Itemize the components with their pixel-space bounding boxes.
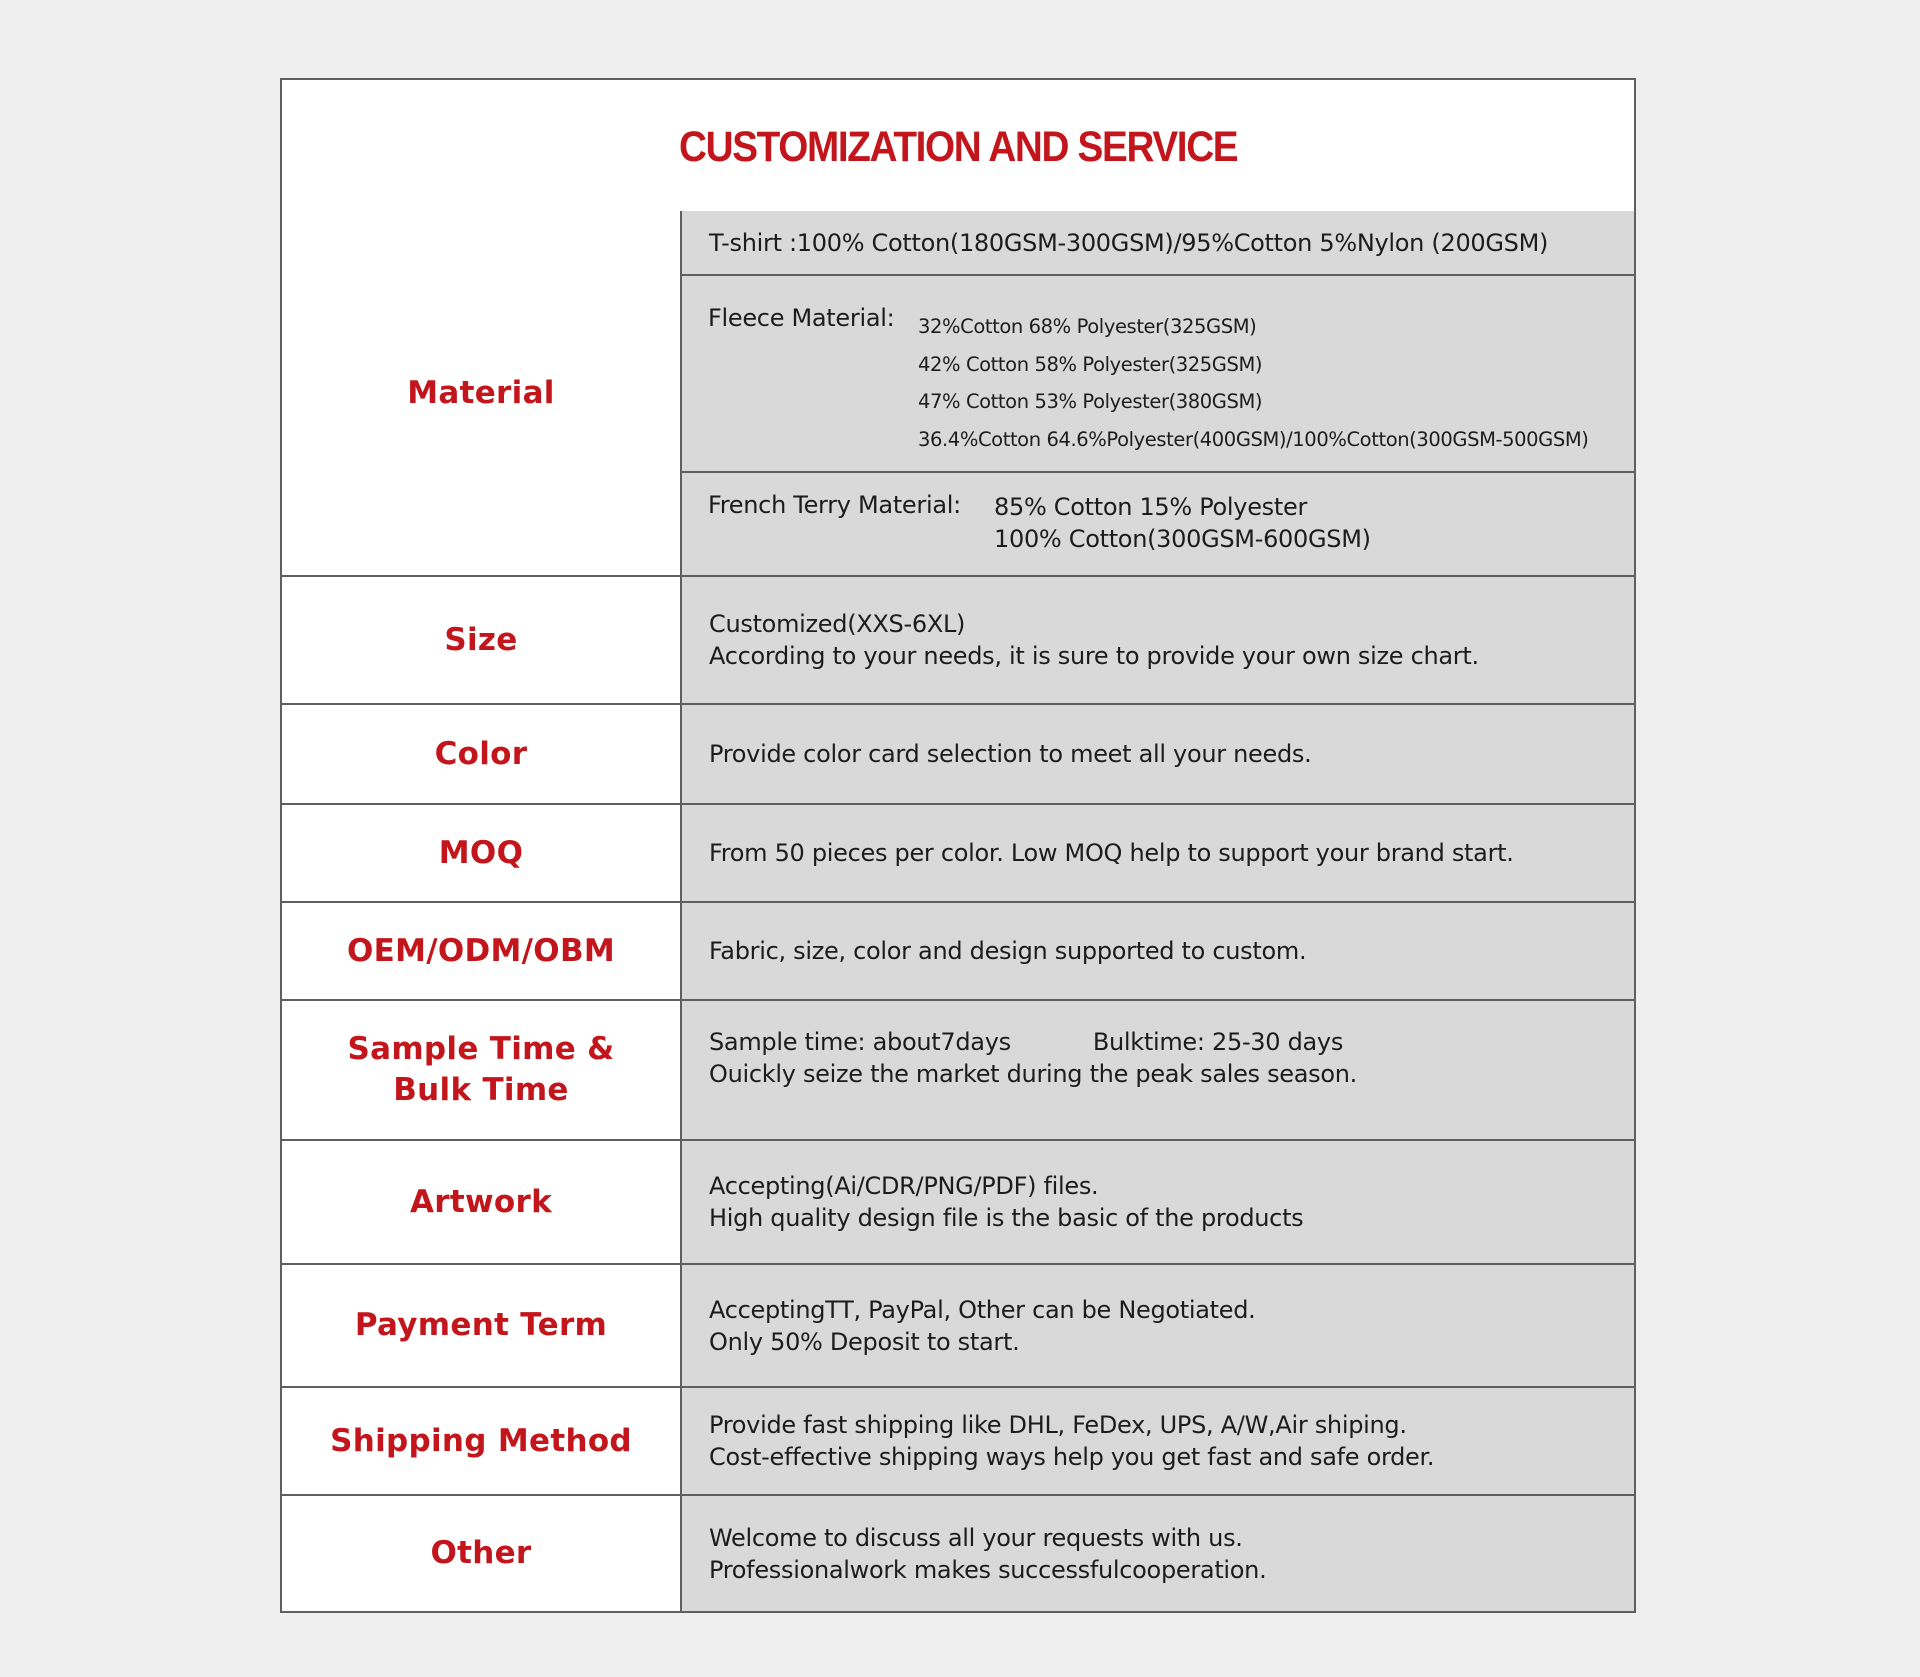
fleece-material-cell bbox=[682, 276, 1634, 473]
moq-label: MOQ bbox=[438, 834, 524, 871]
shipping-label-cell bbox=[282, 1388, 682, 1494]
color-label: Color bbox=[434, 735, 528, 772]
artwork-label-cell bbox=[282, 1141, 682, 1263]
sample-bulk-time-row bbox=[282, 1001, 1634, 1141]
sample-bulk-value-cell bbox=[682, 1001, 1634, 1139]
other-row bbox=[282, 1496, 1634, 1611]
material-label: Material bbox=[407, 374, 555, 411]
page-title: CUSTOMIZATION AND SERVICE bbox=[678, 122, 1238, 171]
payment-label: Payment Term bbox=[354, 1307, 608, 1343]
color-label-cell bbox=[282, 705, 682, 803]
french-terry-item: 100% Cotton(300GSM-600GSM) bbox=[994, 525, 1371, 553]
customization-service-table bbox=[280, 78, 1636, 1613]
shipping-label: Shipping Method bbox=[330, 1422, 632, 1459]
fleece-material-list bbox=[918, 308, 1589, 458]
tshirt-material-text: T-shirt :100% Cotton(180GSM-300GSM)/95%Cotton 5%Nylon (200GSM) bbox=[709, 228, 1549, 257]
artwork-value-cell bbox=[682, 1141, 1634, 1263]
sample-time-text: Sample time: about7days bbox=[709, 1028, 1011, 1056]
other-label-cell bbox=[282, 1496, 682, 1611]
fleece-material-label: Fleece Material: bbox=[708, 304, 895, 332]
french-terry-material-cell bbox=[682, 473, 1634, 575]
shipping-value-cell bbox=[682, 1388, 1634, 1494]
payment-label-cell bbox=[282, 1265, 682, 1386]
title-row bbox=[282, 80, 1634, 214]
sample-bulk-label-cell bbox=[282, 1001, 682, 1139]
sample-bulk-times-line bbox=[709, 1026, 1634, 1058]
color-row bbox=[282, 705, 1634, 805]
oem-line: Fabric, size, color and design supported to custom. bbox=[709, 937, 1307, 965]
shipping-line: Cost-effective shipping ways help you get fast and safe order. bbox=[709, 1443, 1435, 1471]
size-value-cell bbox=[682, 577, 1634, 703]
fleece-material-item: 32%Cotton 68% Polyester(325GSM) bbox=[918, 315, 1257, 338]
sample-bulk-label-line: Bulk Time bbox=[393, 1072, 569, 1108]
fleece-material-item: 42% Cotton 58% Polyester(325GSM) bbox=[918, 352, 1263, 376]
sample-bulk-label-line: Sample Time & bbox=[347, 1031, 615, 1067]
fleece-material-item: 36.4%Cotton 64.6%Polyester(400GSM)/100%Cotton(300GSM-500GSM) bbox=[918, 427, 1589, 451]
french-terry-item: 85% Cotton 15% Polyester bbox=[994, 493, 1308, 521]
artwork-label: Artwork bbox=[409, 1183, 553, 1220]
other-label: Other bbox=[430, 1535, 532, 1571]
french-terry-list bbox=[994, 491, 1371, 555]
oem-label: OEM/ODM/OBM bbox=[346, 932, 616, 969]
artwork-row bbox=[282, 1141, 1634, 1265]
moq-row bbox=[282, 805, 1634, 903]
material-row bbox=[282, 211, 1634, 577]
color-line: Provide color card selection to meet all your needs. bbox=[709, 740, 1312, 768]
color-value-cell bbox=[682, 705, 1634, 803]
oem-value-cell bbox=[682, 903, 1634, 999]
material-label-cell bbox=[282, 211, 682, 575]
oem-row bbox=[282, 903, 1634, 1001]
sample-bulk-label bbox=[347, 1029, 614, 1111]
shipping-method-row bbox=[282, 1388, 1634, 1496]
fleece-material-item: 47% Cotton 53% Polyester(380GSM) bbox=[918, 390, 1263, 413]
size-row bbox=[282, 577, 1634, 705]
moq-line: From 50 pieces per color. Low MOQ help to support your brand start. bbox=[709, 839, 1514, 867]
moq-value-cell bbox=[682, 805, 1634, 901]
other-line: Welcome to discuss all your requests with us. bbox=[709, 1523, 1243, 1552]
moq-label-cell bbox=[282, 805, 682, 901]
bulk-time-text: Bulktime: 25-30 days bbox=[1092, 1028, 1344, 1056]
other-line: Professionalwork makes successfulcooperation. bbox=[709, 1555, 1267, 1584]
size-label: Size bbox=[444, 621, 518, 658]
payment-line: Only 50% Deposit to start. bbox=[709, 1327, 1020, 1356]
payment-term-row bbox=[282, 1265, 1634, 1388]
artwork-line: High quality design file is the basic of the products bbox=[709, 1204, 1304, 1232]
payment-line: AcceptingTT, PayPal, Other can be Negotiated. bbox=[709, 1295, 1256, 1324]
shipping-line: Provide fast shipping like DHL, FeDex, UPS, A/W,Air shiping. bbox=[709, 1411, 1407, 1439]
sample-bulk-note: Ouickly seize the market during the peak sales season. bbox=[709, 1060, 1357, 1088]
size-line: According to your needs, it is sure to provide your own size chart. bbox=[709, 642, 1479, 670]
french-terry-label: French Terry Material: bbox=[708, 491, 961, 519]
payment-value-cell bbox=[682, 1265, 1634, 1386]
size-line: Customized(XXS-6XL) bbox=[709, 610, 966, 638]
other-value-cell bbox=[682, 1496, 1634, 1611]
artwork-line: Accepting(Ai/CDR/PNG/PDF) files. bbox=[709, 1172, 1099, 1200]
oem-label-cell bbox=[282, 903, 682, 999]
size-label-cell bbox=[282, 577, 682, 703]
tshirt-material-cell bbox=[682, 211, 1634, 276]
